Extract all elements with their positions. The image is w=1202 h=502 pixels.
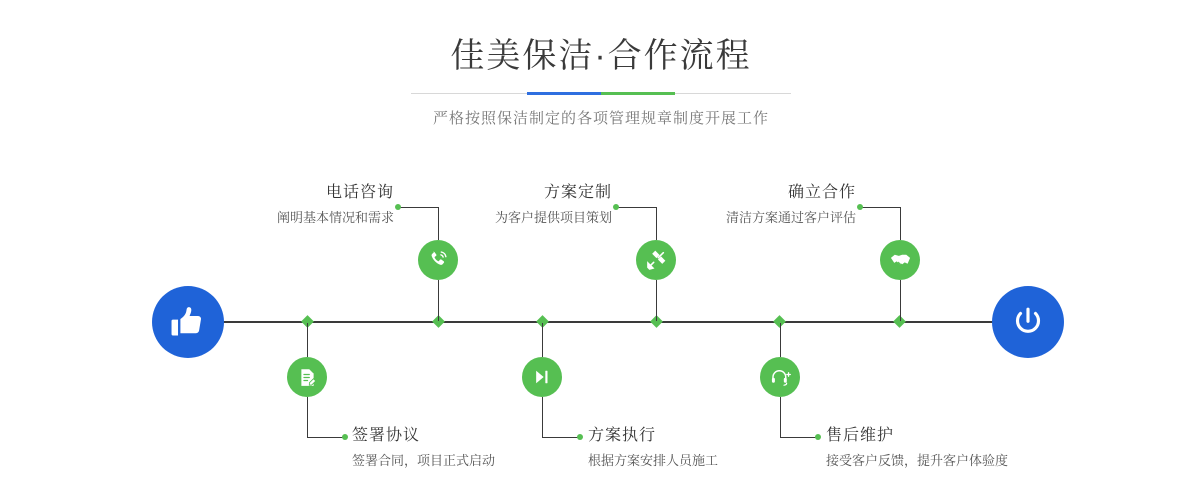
connector-line bbox=[900, 280, 901, 321]
connector-line bbox=[780, 323, 781, 357]
start-node-thumbs-up bbox=[152, 286, 224, 358]
headset-support-icon bbox=[770, 367, 791, 388]
step-icon-4 bbox=[522, 357, 562, 397]
phone-ring-icon bbox=[427, 249, 449, 271]
step-icon-6 bbox=[760, 357, 800, 397]
thumbs-up-icon bbox=[169, 303, 207, 341]
connector-line bbox=[307, 437, 345, 438]
divider-accent-blue bbox=[527, 92, 601, 95]
connector-line bbox=[438, 280, 439, 321]
connector-line bbox=[542, 323, 543, 357]
connector-dot bbox=[857, 204, 863, 210]
title-divider bbox=[411, 92, 791, 95]
connector-line bbox=[307, 323, 308, 357]
connector-dot bbox=[815, 434, 821, 440]
step-label-1: 电话咨询 阐明基本情况和需求 bbox=[276, 184, 394, 225]
connector-line bbox=[780, 437, 818, 438]
connector-line bbox=[542, 397, 543, 437]
page-subtitle: 严格按照保洁制定的各项管理规章制度开展工作 bbox=[432, 110, 769, 127]
end-node-power bbox=[992, 286, 1064, 358]
connector-line bbox=[307, 397, 308, 437]
connector-line bbox=[860, 207, 901, 208]
handshake-icon bbox=[889, 249, 912, 272]
step-icon-1 bbox=[418, 240, 458, 280]
power-icon bbox=[1010, 304, 1046, 340]
header bbox=[0, 34, 1202, 128]
step-label-6: 售后维护 接受客户反馈，提升客户体验度 bbox=[826, 427, 1009, 468]
connector-line bbox=[900, 207, 901, 240]
divider-accent-green bbox=[601, 92, 675, 95]
connector-line bbox=[542, 437, 580, 438]
document-edit-icon bbox=[297, 367, 318, 388]
connector-dot bbox=[342, 434, 348, 440]
play-forward-icon bbox=[532, 367, 552, 387]
step-label-5: 确立合作 清洁方案通过客户评估 bbox=[725, 184, 856, 225]
pen-ruler-icon bbox=[645, 249, 667, 271]
connector-dot bbox=[577, 434, 583, 440]
timeline bbox=[0, 150, 1202, 502]
connector-line bbox=[780, 397, 781, 437]
step-label-3: 方案定制 为客户提供项目策划 bbox=[494, 184, 612, 225]
connector-line bbox=[656, 280, 657, 321]
page-title: 佳美保洁·合作流程 bbox=[450, 37, 752, 75]
step-icon-5 bbox=[880, 240, 920, 280]
step-label-4: 方案执行 根据方案安排人员施工 bbox=[588, 427, 719, 468]
step-label-2: 签署协议 签署合同，项目正式启动 bbox=[352, 427, 496, 468]
step-icon-3 bbox=[636, 240, 676, 280]
step-icon-2 bbox=[287, 357, 327, 397]
